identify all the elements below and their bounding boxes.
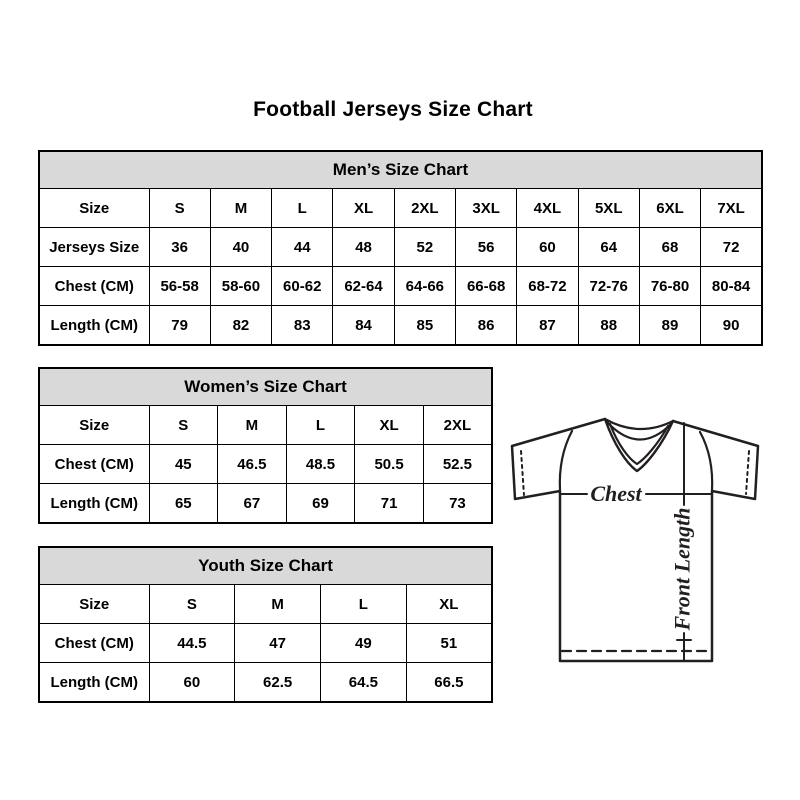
right-armhole-seam (700, 432, 712, 491)
size-value-cell: 3XL (455, 189, 516, 228)
size-value-cell: 2XL (394, 189, 455, 228)
table-row (39, 663, 492, 703)
row-header-cell: Length (CM) (39, 306, 149, 346)
size-value-cell: 62.5 (235, 663, 321, 703)
size-value-cell: 44.5 (149, 624, 235, 663)
size-value-cell: S (149, 406, 218, 445)
size-value-cell: 48 (333, 228, 394, 267)
row-header-cell: Jerseys Size (39, 228, 149, 267)
size-value-cell: 50.5 (355, 445, 424, 484)
size-value-cell: 84 (333, 306, 394, 346)
size-value-cell: 65 (149, 484, 218, 524)
size-value-cell: 80-84 (701, 267, 762, 306)
size-value-cell: 52.5 (423, 445, 492, 484)
size-value-cell: 64-66 (394, 267, 455, 306)
size-value-cell: XL (406, 585, 492, 624)
size-value-cell: 58-60 (210, 267, 271, 306)
youth-size-table (38, 546, 493, 703)
size-value-cell: L (286, 406, 355, 445)
table-row (39, 585, 492, 624)
womens-size-table (38, 367, 493, 524)
size-value-cell: 5XL (578, 189, 639, 228)
mens-table-body (39, 189, 762, 346)
right-sleeve-cuff-dashed-line (746, 451, 749, 494)
youth-table-title: Youth Size Chart (39, 547, 492, 585)
size-value-cell: 60 (517, 228, 578, 267)
size-value-cell: M (235, 585, 321, 624)
womens-table-body (39, 406, 492, 524)
size-value-cell: 6XL (639, 189, 700, 228)
left-armhole-seam (560, 431, 572, 490)
size-value-cell: 52 (394, 228, 455, 267)
page-title: Football Jerseys Size Chart (253, 98, 533, 121)
size-value-cell: 44 (272, 228, 333, 267)
row-header-cell: Length (CM) (39, 663, 149, 703)
jersey-measurement-diagram (498, 400, 770, 672)
chest-label: Chest (590, 481, 642, 506)
row-header-cell: Size (39, 585, 149, 624)
size-value-cell: 67 (218, 484, 287, 524)
size-value-cell: 85 (394, 306, 455, 346)
row-header-cell: Size (39, 189, 149, 228)
size-value-cell: XL (333, 189, 394, 228)
size-value-cell: 86 (455, 306, 516, 346)
size-value-cell: 82 (210, 306, 271, 346)
size-value-cell: S (149, 189, 210, 228)
womens-table-title: Women’s Size Chart (39, 368, 492, 406)
size-value-cell: 48.5 (286, 445, 355, 484)
size-value-cell: 66.5 (406, 663, 492, 703)
size-value-cell: 51 (406, 624, 492, 663)
size-value-cell: 60-62 (272, 267, 333, 306)
size-value-cell: 64 (578, 228, 639, 267)
table-row (39, 267, 762, 306)
size-value-cell: L (272, 189, 333, 228)
youth-table-body (39, 585, 492, 703)
table-title-row (39, 547, 492, 585)
size-value-cell: L (321, 585, 407, 624)
table-row (39, 445, 492, 484)
mens-size-table (38, 150, 763, 346)
table-row (39, 306, 762, 346)
size-value-cell: 62-64 (333, 267, 394, 306)
size-value-cell: 87 (517, 306, 578, 346)
size-value-cell: 66-68 (455, 267, 516, 306)
size-value-cell: 72 (701, 228, 762, 267)
row-header-cell: Chest (CM) (39, 445, 149, 484)
size-value-cell: 69 (286, 484, 355, 524)
size-value-cell: 88 (578, 306, 639, 346)
size-value-cell: 49 (321, 624, 407, 663)
size-value-cell: 71 (355, 484, 424, 524)
table-row (39, 484, 492, 524)
size-value-cell: 40 (210, 228, 271, 267)
row-header-cell: Chest (CM) (39, 267, 149, 306)
size-value-cell: 4XL (517, 189, 578, 228)
size-value-cell: 2XL (423, 406, 492, 445)
size-value-cell: S (149, 585, 235, 624)
mens-table-title: Men’s Size Chart (39, 151, 762, 189)
size-value-cell: 68 (639, 228, 700, 267)
size-value-cell: 47 (235, 624, 321, 663)
table-row (39, 624, 492, 663)
size-value-cell: 68-72 (517, 267, 578, 306)
table-row (39, 228, 762, 267)
table-title-row (39, 368, 492, 406)
size-value-cell: 36 (149, 228, 210, 267)
size-value-cell: 89 (639, 306, 700, 346)
size-value-cell: 45 (149, 445, 218, 484)
table-row (39, 406, 492, 445)
shirt-outline-path (512, 419, 758, 661)
size-value-cell: 60 (149, 663, 235, 703)
size-value-cell: 7XL (701, 189, 762, 228)
size-value-cell: 76-80 (639, 267, 700, 306)
size-value-cell: 46.5 (218, 445, 287, 484)
collar-top-arc (605, 419, 673, 429)
left-sleeve-cuff-dashed-line (521, 451, 524, 495)
size-value-cell: 64.5 (321, 663, 407, 703)
row-header-cell: Length (CM) (39, 484, 149, 524)
size-value-cell: 83 (272, 306, 333, 346)
row-header-cell: Size (39, 406, 149, 445)
size-value-cell: 90 (701, 306, 762, 346)
size-value-cell: M (218, 406, 287, 445)
size-value-cell: 56-58 (149, 267, 210, 306)
size-value-cell: 56 (455, 228, 516, 267)
row-header-cell: Chest (CM) (39, 624, 149, 663)
size-value-cell: 72-76 (578, 267, 639, 306)
size-value-cell: 79 (149, 306, 210, 346)
front-length-label: Front Length (669, 507, 695, 631)
size-value-cell: M (210, 189, 271, 228)
size-value-cell: 73 (423, 484, 492, 524)
table-row (39, 189, 762, 228)
size-value-cell: XL (355, 406, 424, 445)
table-title-row (39, 151, 762, 189)
